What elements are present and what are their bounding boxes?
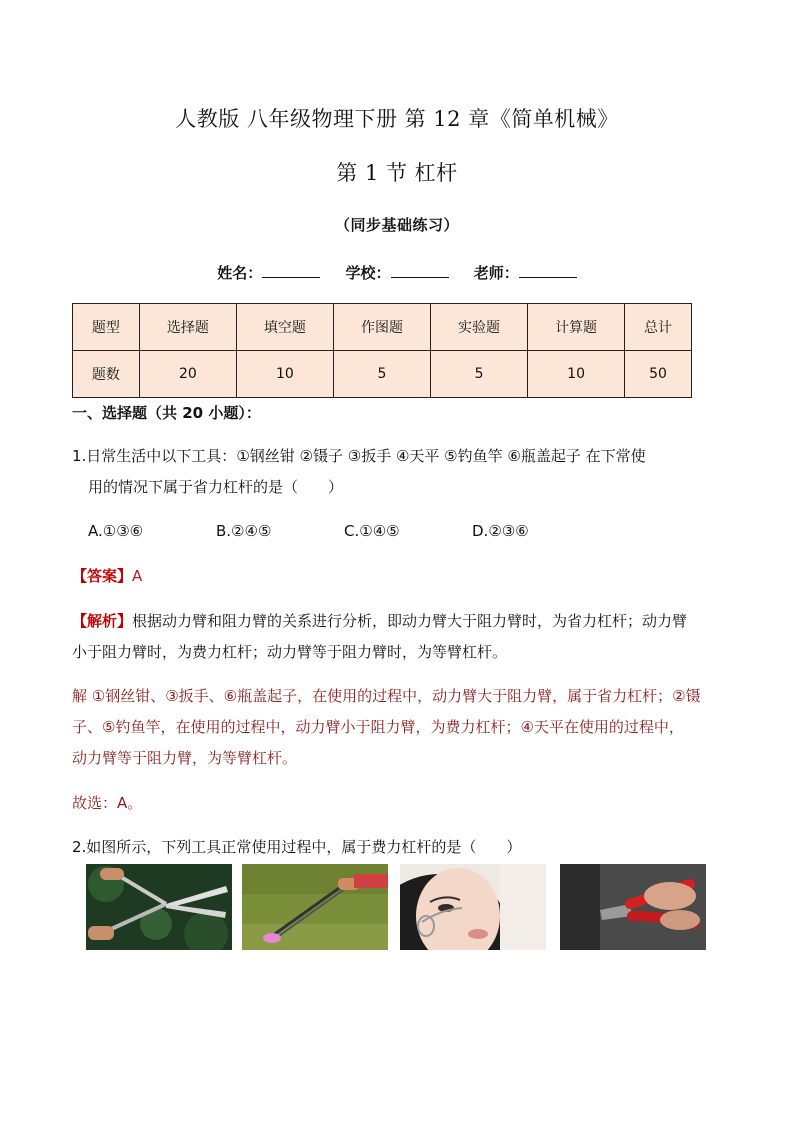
analysis-line2: 小于阻力臂时，为费力杠杆；动力臂等于阻力臂时，为等臂杠杆。 [72, 643, 508, 661]
table-cell: 题数 [73, 351, 140, 398]
table-cell: 10 [528, 351, 625, 398]
document-title: 人教版 八年级物理下册 第 12 章《简单机械》 [175, 107, 619, 131]
school-label: 学校： [345, 264, 391, 282]
answer-tag: 【答案】 [72, 567, 133, 585]
table-cell: 10 [236, 351, 333, 398]
analysis-line1: 根据动力臂和阻力臂的关系进行分析，即动力臂大于阻力臂时，为省力杠杆；动力臂 [132, 612, 688, 630]
section-title: 第 1 节 杠杆 [336, 161, 458, 185]
table-cell: 20 [139, 351, 236, 398]
name-blank [262, 263, 320, 278]
question-1-final: 故选：A。 [72, 794, 143, 812]
solution-line2: 子、⑤钓鱼竿，在使用的过程中，动力臂小于阻力臂，为费力杠杆；④天平在使用的过程中， [72, 718, 684, 736]
section-heading: 一、选择题（共 20 小题）： [72, 404, 261, 422]
table-cell: 实验题 [431, 304, 528, 351]
table-cell: 50 [625, 351, 692, 398]
question-1-line2: 用的情况下属于省力杠杆的是（ ） [88, 478, 344, 496]
option-c: C.①④⑤ [344, 522, 400, 540]
student-info [0, 262, 794, 283]
teacher-label: 老师： [473, 264, 519, 282]
table-cell: 选择题 [139, 304, 236, 351]
table-cell: 5 [431, 351, 528, 398]
question-1-answer [72, 561, 732, 592]
litter-picker-photo [242, 864, 388, 950]
answer-value: A [132, 567, 143, 585]
option-a: A.①③⑥ [88, 522, 144, 540]
question-1-solution [72, 681, 732, 774]
table-cell: 作图题 [333, 304, 430, 351]
question-1-stem [72, 441, 732, 503]
teacher-blank [519, 263, 577, 278]
question-1-analysis [72, 606, 732, 668]
analysis-tag: 【解析】 [72, 612, 133, 630]
table-cell: 题型 [73, 304, 140, 351]
table-cell: 计算题 [528, 304, 625, 351]
question-1-line1: 1.日常生活中以下工具：①钢丝钳 ②镊子 ③扳手 ④天平 ⑤钓鱼竿 ⑥瓶盖起子 在下常使 [72, 447, 646, 465]
question-1-options [88, 516, 748, 547]
option-b: B.②④⑤ [216, 522, 272, 540]
table-cell: 总计 [625, 304, 692, 351]
solution-line3: 动力臂等于阻力臂，为等臂杠杆。 [72, 749, 298, 767]
table-cell: 5 [333, 351, 430, 398]
option-d: D.②③⑥ [472, 522, 529, 540]
table-cell: 填空题 [236, 304, 333, 351]
solution-line1: 解 ①钢丝钳、③扳手、⑥瓶盖起子，在使用的过程中，动力臂大于阻力臂，属于省力杠杆；②镊 [72, 687, 701, 705]
subtitle: （同步基础练习） [334, 216, 459, 234]
name-label: 姓名： [217, 264, 263, 282]
question-2-stem: 2.如图所示，下列工具正常使用过程中，属于费力杠杆的是（ ） [72, 838, 522, 856]
eyelash-curler-photo [400, 864, 546, 950]
school-blank [391, 263, 449, 278]
table-row [73, 304, 692, 351]
wire-stripper-photo [560, 864, 706, 950]
table-row [73, 351, 692, 398]
question-stats-table [72, 303, 692, 398]
hedge-shears-photo [86, 864, 232, 950]
